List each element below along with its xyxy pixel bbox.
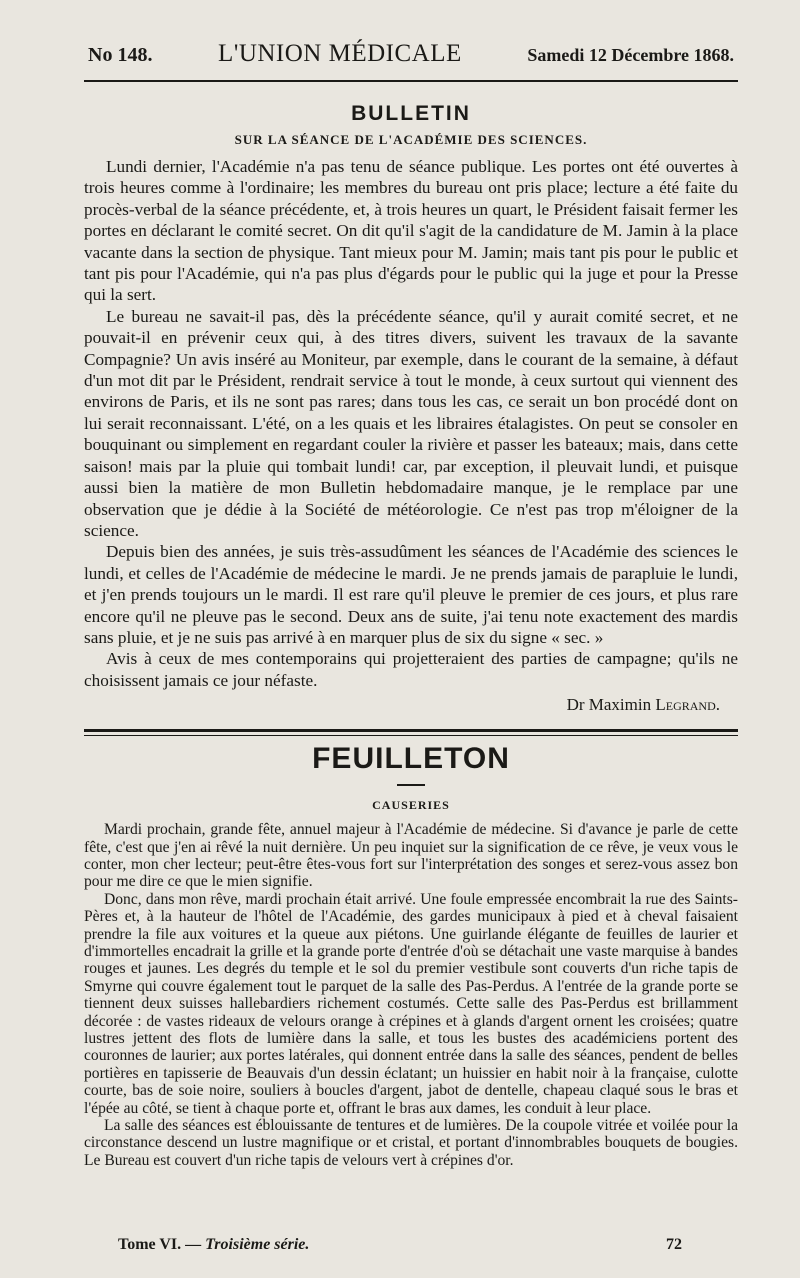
feuilleton-paragraph-2: Donc, dans mon rêve, mardi prochain était arrivé. Une foule empressée encombrait la rue des Saints-Pères et, à la hauteur de l'hôtel de l'Académie, des gardes municipaux à pied et à cheval faisaient prendre la file aux voitures et la queue aux piétons. Une guirlande élégante de feuilles de laurier et d'immortelles encadrait la grille et la grande porte d'entrée d'où se détachait une vaste marquise à bandes rouges et jaunes. Les degrés du temple et le sol du premier vestibule sont couverts d'un riche tapis de Smyrne qui couvre également tout le parquet de la salle des Pas-Perdus. A l'entrée de la grande porte se tiennent deux suisses hallebardiers richement costumés. Cette salle des Pas-Perdus est brillamment décorée : de vastes rideaux de velours orange à crépines et à glands d'argent ornent les croisées; quatre lustres jettent des flots de lumière dans la salle, et tous les bustes des académiciens portent des couronnes de laurier; aux portes latérales, qui donnent entrée dans la salle des séances, pendent de belles portières en tapisserie de Beauvais d'un dessin éclatant; un huissier en habit noir à la française, culotte courte, bas de soie noire, souliers à boucles d'argent, jabot de dentelle, chapeau claqué sous le bras et l'épée au côté, se tient à chaque porte et, offrant le bras aux dames, les conduit à leur place. xyxy=(84,890,738,1117)
section-divider xyxy=(84,729,738,732)
signature-name: Legrand. xyxy=(655,695,720,715)
issue-number: No 148. xyxy=(88,44,153,66)
volume-info xyxy=(118,1236,309,1254)
bulletin-subtitle: SUR LA SÉANCE DE L'ACADÉMIE DES SCIENCES. xyxy=(234,132,588,147)
volume-label: Tome VI. — xyxy=(118,1236,202,1253)
bulletin-paragraph-3: Depuis bien des années, je suis très-assudûment les séances de l'Académie des sciences le lundi, et celles de l'Académie de médecine le mardi. Je ne prends jamais de parapluie le lundi, et j'en prends toujours un le mardi. Il est rare qu'il pleuve le premier de ces jours, et plus rare encore qu'il ne pleuve pas le second. Deux ans de suite, j'ai tenu note exactement des mardis sans pluie, et je ne suis pas arrivé à en marquer plus de six du signe « sec. » xyxy=(84,542,738,647)
bulletin-paragraph-1: Lundi dernier, l'Académie n'a pas tenu de séance publique. Les portes ont été ouvertes à trois heures comme à l'ordinaire; les membres du bureau ont pris place; lecture a été faite du procès-verbal de la séance précédente, et, à trois heures un quart, le Président faisait fermer les portes en déclarant le comité secret. On dit qu'il s'agit de la candidature de M. Jamin à la place vacante dans la section de physique. Tant mieux pour M. Jamin; mais tant pis pour le public et tant pis pour l'Académie, qui n'a pas plus d'égards pour le public qui la juge et pour la Presse qui la sert. xyxy=(84,157,738,305)
journal-title: L'UNION MÉDICALE xyxy=(218,40,462,67)
title-rule xyxy=(397,784,425,786)
page-footer xyxy=(118,1236,682,1254)
issue-date: Samedi 12 Décembre 1868. xyxy=(527,45,734,65)
bulletin-paragraph-4: Avis à ceux de mes contemporains qui projetteraient des parties de campagne; qu'ils ne choisissent jamais ce jour néfaste. xyxy=(84,649,738,690)
feuilleton-subtitle: CAUSERIES xyxy=(372,798,450,813)
section-divider-thin xyxy=(84,735,738,736)
feuilleton-paragraph-3: La salle des séances est éblouissante de tentures et de lumières. De la coupole vitrée et voilée pour la circonstance descend un lustre magnifique or et cristal, et portant d'innombrables bouquets de bougies. Le Bureau est couvert d'un riche tapis de velours vert à crépines d'or. xyxy=(84,1117,738,1169)
feuilleton-paragraph-1: Mardi prochain, grande fête, annuel majeur à l'Académie de médecine. Si d'avance je parle de cette fête, c'est que j'en ai rêvé la nuit dernière. Un peu inquiet sur la signification de ce rêve, je veux vous le conter, mon cher lecteur; peut-être êtes-vous fort sur l'interprétation des songes et serez-vous assez bon pour me dire ce que le mien signifie. xyxy=(84,821,738,891)
bulletin-title: BULLETIN xyxy=(351,102,471,125)
signature-prefix: Dr Maximin xyxy=(566,695,652,715)
feuilleton-title: FEUILLETON xyxy=(312,742,510,776)
bulletin-signature xyxy=(84,695,720,715)
bulletin-section xyxy=(84,102,738,715)
page-number: 72 xyxy=(666,1236,682,1253)
series-label: Troisième série. xyxy=(205,1236,310,1253)
running-head xyxy=(84,40,738,82)
bulletin-paragraph-2: Le bureau ne savait-il pas, dès la précédente séance, qu'il y aurait comité secret, et ne pouvait-il en prévenir ceux qui, à des titres divers, suivent les travaux de la savante Compagnie? Un avis inséré au Moniteur, par exemple, dans le courant de la semaine, à défaut d'un mot dit par le Président, rendrait service à tout le monde, à ceux surtout qui viennent des environs de Paris, et ils ne sont pas rares; dans tous les cas, ce serait un bon procédé dont on lui serait reconnaissant. L'été, on a les quais et les libraires étalagistes. On peut se consoler en bouquinant ou simplement en regardant couler la rivière et passer les bateaux; mais, dans cette saison! mais par la pluie qui tombait lundi! car, par exception, il pleuvait lundi, et puisque aussi bien la matière de mon Bulletin hebdomadaire manque, je le remplace par une observation que je dédie à la Société de météorologie. Ce n'est pas trop m'éloigner de la science. xyxy=(84,306,738,540)
feuilleton-section xyxy=(84,742,738,1169)
